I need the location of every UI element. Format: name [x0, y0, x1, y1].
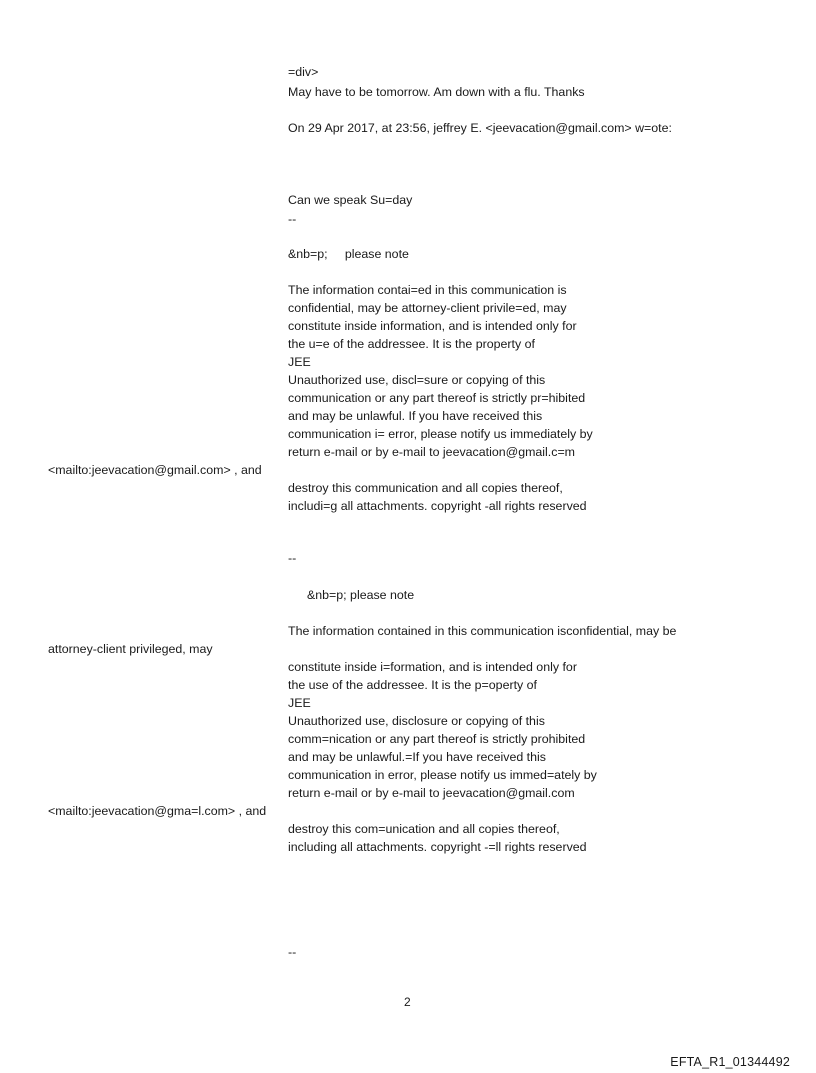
disclaimer-line: return e-mail or by e-mail to jeevacation@gmail.com [288, 786, 575, 800]
disclaimer-line: including all attachments. copyright -=ll rights reserved [288, 840, 587, 854]
quote-header: On 29 Apr 2017, at 23:56, jeffrey E. <jeevacation@gmail.com> w=ote: [288, 121, 672, 135]
disclaimer-line: Unauthorized use, disclosure or copying of this [288, 714, 545, 728]
disclaimer-line: The information contained in this communication isconfidential, may be [288, 624, 677, 638]
disclaimer-line: communication i= error, please notify us immediately by [288, 427, 593, 441]
disclaimer-line: communication or any part thereof is strictly pr=hibited [288, 391, 586, 405]
disclaimer-line: constitute inside i=formation, and is intended only for [288, 660, 577, 674]
disclaimer-line: constitute inside information, and is intended only for [288, 319, 577, 333]
reply-text: May have to be tomorrow. Am down with a flu. Thanks [288, 85, 585, 99]
disclaimer-line: return e-mail or by e-mail to jeevacation@gmail.c=m [288, 445, 575, 459]
disclaimer-line: the use of the addressee. It is the p=operty of [288, 678, 538, 692]
disclaimer-line: attorney-client privileged, may [48, 642, 213, 656]
disclaimer-line: JEE [288, 696, 311, 710]
bates-id: EFTA_R1_01344492 [670, 1055, 790, 1069]
disclaimer-line: the u=e of the addressee. It is the property of [288, 337, 535, 351]
please-note: &nb=p; please note [288, 247, 409, 261]
disclaimer-line: and may be unlawful. If you have received this [288, 409, 543, 423]
please-note: &nb=p; please note [307, 588, 415, 602]
separator: -- [288, 212, 297, 226]
disclaimer-line: comm=nication or any part thereof is strictly prohibited [288, 732, 586, 746]
disclaimer-line: destroy this communication and all copies thereof, [288, 481, 563, 495]
disclaimer-line: and may be unlawful.=If you have received this [288, 750, 546, 764]
disclaimer-line: confidential, may be attorney-client privile=ed, may [288, 301, 567, 315]
mailto-link[interactable]: <mailto:jeevacation@gmail.com> , and [48, 463, 262, 477]
disclaimer-line: Unauthorized use, discl=sure or copying of this [288, 373, 546, 387]
mailto-link[interactable]: <mailto:jeevacation@gma=l.com> , and [48, 804, 267, 818]
separator: -- [288, 551, 297, 565]
disclaimer-line: communication in error, please notify us immed=ately by [288, 768, 597, 782]
disclaimer-line: includi=g all attachments. copyright -all rights reserved [288, 499, 587, 513]
disclaimer-line: destroy this com=unication and all copies thereof, [288, 822, 560, 836]
separator: -- [288, 945, 297, 959]
disclaimer-line: JEE [288, 355, 311, 369]
question-text: Can we speak Su=day [288, 193, 413, 207]
div-marker: =div> [288, 65, 319, 79]
disclaimer-line: The information contai=ed in this communication is [288, 283, 567, 297]
page-number: 2 [404, 995, 411, 1009]
